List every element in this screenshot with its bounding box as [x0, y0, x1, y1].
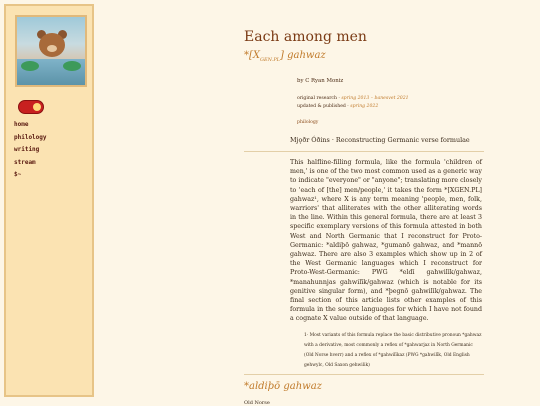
avatar[interactable] [15, 15, 87, 87]
series-title-link[interactable]: Mjǫðr Óðins · Reconstructing Germanic verse formulae [290, 136, 470, 144]
divider [244, 374, 484, 375]
nav-item-philology[interactable]: philology [14, 133, 47, 141]
nav-item-home[interactable]: home [14, 121, 29, 128]
divider [244, 151, 484, 152]
theme-toggle[interactable] [18, 100, 44, 114]
avatar-bear-snout [47, 45, 57, 52]
subtitle-prefix: *[X [244, 50, 261, 61]
author-byline: by C Ryan Moniz [297, 78, 344, 84]
toggle-knob [33, 103, 41, 111]
nav-item-stream[interactable]: stream [14, 158, 36, 166]
section-heading: *aldiþō gahwaz [244, 381, 322, 392]
original-label: original research · [297, 96, 342, 101]
page-title: Each among men [244, 29, 367, 45]
nav-item-writing[interactable]: writing [14, 146, 40, 153]
subtitle-subscript: GEN.PL [260, 57, 281, 63]
updated-line [297, 104, 378, 109]
avatar-float [21, 61, 39, 71]
nav-item-shell[interactable]: $~ [14, 171, 22, 178]
updated-label: updated & published · [297, 104, 351, 109]
footnote: 1· Most variants of this formula replace the basic distributive pronoun *gahwaz with a derivative, most commonly a reflex of *gahwarjaz in North Germanic (Old Norse hverr) and a reflex of *gahwilīkaz (PWG *gahwilīk, Old English gehwylc, Old Saxon gehwilik) [304, 333, 482, 368]
section-body-start: Old Norse [244, 400, 270, 406]
updated-date: spring 2022 [350, 104, 379, 109]
avatar-float [63, 61, 81, 71]
sidebar-nav [14, 119, 47, 182]
sidebar [4, 4, 94, 397]
subtitle-suffix: ] gahwaz [280, 50, 326, 61]
page-subtitle [244, 50, 326, 63]
article-body: This halfline-filling formula, like the formula 'children of men,' is one of the two most common used as a generic way to indicate "everyone" or "anyone"; translating more closely to 'each of [the] men/people,' it takes the form *[XGEN.PL] gahwaz¹, where X is any term meaning 'people, men, folk, warriors' that alliterates with the other alliterating words in the line. Within this general formula, there are at least 3 specific exemplary versions of this formula attested in both West and North Germanic that I reconstruct for Proto-Germanic: *aldiþō gahwaz, *gumanō gahwaz, and *mannō gahwaz. There are also 3 examples which show up in 2 of the West Germanic languages which I reconstruct for Proto-West-Germanic: PWG *eldī gahwilīk/gahwaz, *manahunnjas gahwilīk/gahwaz (which is notable for its genitive singular form), and *þegnō gahwilīk/gahwaz. The final section of this article lists other examples of this formula in the source languages for which I have not found a cognate X value outside of that language. [290, 159, 482, 323]
tag-link[interactable]: philology [297, 120, 319, 125]
original-dates: spring 2013 – banesvet 2021 [341, 96, 409, 101]
original-research-line [297, 96, 409, 101]
